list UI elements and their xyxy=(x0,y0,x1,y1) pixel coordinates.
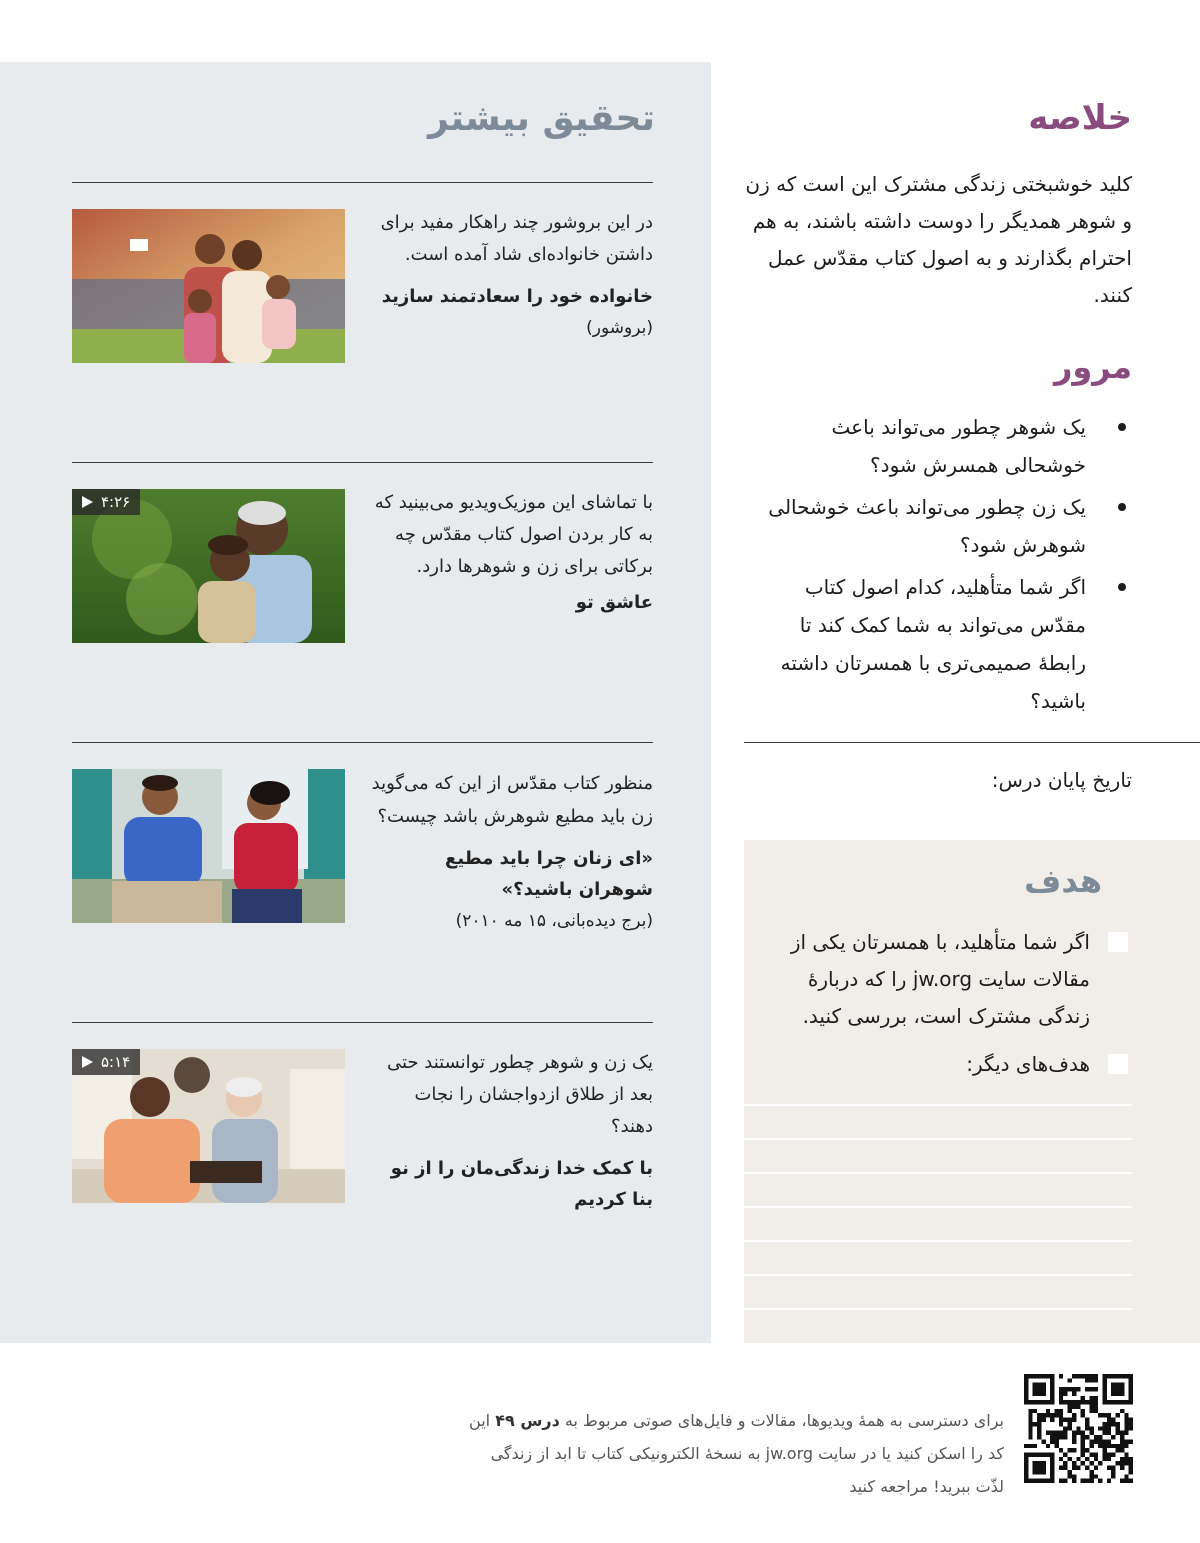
research-item-brochure[interactable] xyxy=(72,182,653,442)
research-item-text xyxy=(371,207,653,344)
review-heading: مرور xyxy=(1053,348,1132,386)
summary-text: کلید خوشبختی زندگی مشترک این است که زن و شوهر همدیگر را دوست داشته باشند، به هم احترام بگذارند و به اصول کتاب مقدّس عمل کنند. xyxy=(745,172,1132,307)
video-duration: ۵:۱۴ xyxy=(101,1053,131,1071)
research-item-music-video[interactable] xyxy=(72,462,653,722)
research-item-link[interactable]: «ای زنان چرا باید مطیع شوهران باشید؟» xyxy=(445,848,653,900)
footer-note xyxy=(464,1404,1004,1503)
research-item-source: (برج دیده‌بانی، ۱۵ مه ۲۰۱۰) xyxy=(455,911,653,931)
couple-reading-bible-photo[interactable] xyxy=(72,1049,345,1203)
video-duration: ۴:۲۶ xyxy=(101,493,131,511)
bullet-icon xyxy=(1118,503,1126,511)
goal-item: اگر شما متأهلید، با همسرتان یکی از مقالات سایت jw.org را که دربارهٔ زندگی مشترک است، بررسی کنید. xyxy=(790,924,1090,1035)
play-icon xyxy=(82,496,93,508)
goal-item-other: هدف‌های دیگر: xyxy=(790,1046,1090,1083)
research-item-description: یک زن و شوهر چطور توانستند حتی بعد از طلاق ازدواجشان را نجات دهند؟ xyxy=(387,1052,653,1137)
video-duration-badge xyxy=(72,1049,140,1075)
research-item-link[interactable]: خانواده خود را سعادتمند سازید xyxy=(381,286,653,307)
goal-checkbox[interactable] xyxy=(1108,1054,1128,1074)
play-icon xyxy=(82,1056,93,1068)
footer-lesson-ref: درس ۴۹ xyxy=(495,1411,560,1430)
lesson-end-date-label: تاریخ پایان درس: xyxy=(991,768,1132,792)
research-item-experience-video[interactable] xyxy=(72,1022,653,1282)
elderly-couple-photo[interactable] xyxy=(72,489,345,643)
summary-heading: خلاصه xyxy=(1028,98,1132,138)
bullet-icon xyxy=(1118,583,1126,591)
research-item-text xyxy=(371,1047,653,1215)
further-research-panel xyxy=(0,62,711,1343)
footer-line-prefix: برای دسترسی به همهٔ ویدیوها، مقالات و فایل‌های صوتی مربوط به xyxy=(564,1411,1004,1430)
review-list xyxy=(752,408,1132,724)
divider xyxy=(744,742,1200,743)
qr-code-icon[interactable] xyxy=(1024,1374,1133,1483)
footer-line-suffix: این کد را اسکن کنید یا در سایت jw.org به نسخهٔ الکترونیکی کتاب تا ابد از زندگی لذّت ببرید! مراجعه کنید xyxy=(469,1411,1004,1496)
research-item-link[interactable]: عاشق تو xyxy=(575,592,653,613)
review-question: اگر شما متأهلید، کدام اصول کتاب مقدّس می‌تواند به شما کمک کند تا رابطهٔ صمیمی‌تری با همسرتان داشته باشید؟ xyxy=(752,568,1132,720)
note-line[interactable] xyxy=(744,1274,1132,1276)
family-selfie-photo[interactable] xyxy=(72,209,345,363)
research-item-source: (بروشور) xyxy=(586,318,653,338)
note-line[interactable] xyxy=(744,1138,1132,1140)
note-line[interactable] xyxy=(744,1172,1132,1174)
goal-panel xyxy=(744,840,1200,1343)
research-item-text xyxy=(371,767,653,937)
research-title: تحقیق بیشتر xyxy=(428,98,655,139)
goal-heading: هدف xyxy=(1024,862,1102,900)
couple-talking-photo[interactable] xyxy=(72,769,345,923)
note-line[interactable] xyxy=(744,1104,1132,1106)
note-line[interactable] xyxy=(744,1206,1132,1208)
review-question: یک شوهر چطور می‌تواند باعث خوشحالی همسرش شود؟ xyxy=(752,408,1132,484)
note-line[interactable] xyxy=(744,1240,1132,1242)
research-item-article[interactable] xyxy=(72,742,653,1002)
bullet-icon xyxy=(1118,423,1126,431)
research-item-description: با تماشای این موزیک‌ویدیو می‌بینید که به کار بردن اصول کتاب مقدّس چه برکاتی برای زن و شوهرها دارد. xyxy=(374,492,653,577)
goal-checkbox[interactable] xyxy=(1108,932,1128,952)
research-item-description: در این بروشور چند راهکار مفید برای داشتن خانواده‌ای شاد آمده است. xyxy=(380,212,653,265)
research-item-text xyxy=(371,487,653,618)
video-duration-badge xyxy=(72,489,140,515)
review-question: یک زن چطور می‌تواند باعث خوشحالی شوهرش شود؟ xyxy=(752,488,1132,564)
note-line[interactable] xyxy=(744,1308,1132,1310)
research-item-description: منظور کتاب مقدّس از این که می‌گوید زن باید مطیع شوهرش باشد چیست؟ xyxy=(371,773,653,827)
research-item-link[interactable]: با کمک خدا زندگی‌مان را از نو بنا کردیم xyxy=(390,1158,653,1210)
